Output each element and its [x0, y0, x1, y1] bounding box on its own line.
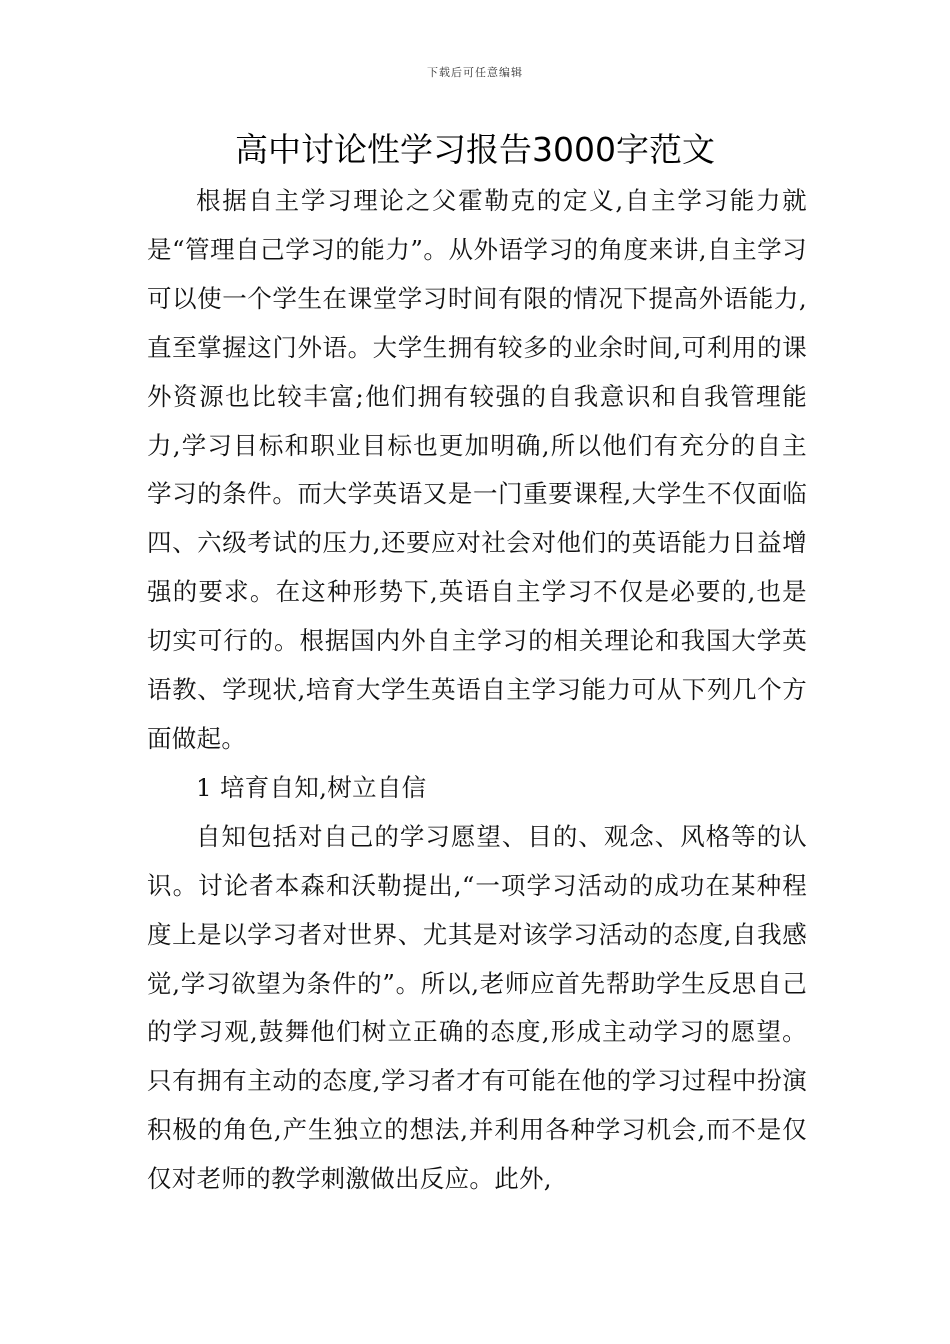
document-title: 高中讨论性学习报告3000字范文 — [235, 130, 715, 169]
paragraph-intro: 根据自主学习理论之父霍勒克的定义,自主学习能力就是“管理自己学习的能力”。从外语学习的角度来讲,自主学习可以使一个学生在课堂学习时间有限的情况下提高外语能力,直至掌握这门外语。大学生拥有较多的业余时间,可利用的课外资源也比较丰富;他们拥有较强的自我意识和自我管理能力,学习目标和职业目标也更加明确,所以他们有充分的自主学习的条件。而大学英语又是一门重要课程,大学生不仅面临四、六级考试的压力,还要应对社会对他们的英语能力日益增强的要求。在这种形势下,英语自主学习不仅是必要的,也是切实可行的。根据国内外自主学习的相关理论和我国大学英语教、学现状,培育大学生英语自主学习能力可从下列几个方面做起。 — [147, 186, 807, 753]
paragraph-section-1: 自知包括对自己的学习愿望、目的、观念、风格等的认识。讨论者本森和沃勒提出,“一项学习活动的成功在某种程度上是以学习者对世界、尤其是对该学习活动的态度,自我感觉,学习欲望为条件的”。所以,老师应首先帮助学生反思自己的学习观,鼓舞他们树立正确的态度,形成主动学习的愿望。只有拥有主动的态度,学习者才有可能在他的学习过程中扮演积极的角色,产生独立的想法,并利用各种学习机会,而不是仅仅对老师的教学刺激做出反应。此外, — [147, 821, 807, 1194]
document-body — [147, 177, 807, 1204]
section-heading-1: 1 培育自知,树立自信 — [196, 772, 427, 802]
header-note: 下载后可任意编辑 — [427, 66, 523, 79]
